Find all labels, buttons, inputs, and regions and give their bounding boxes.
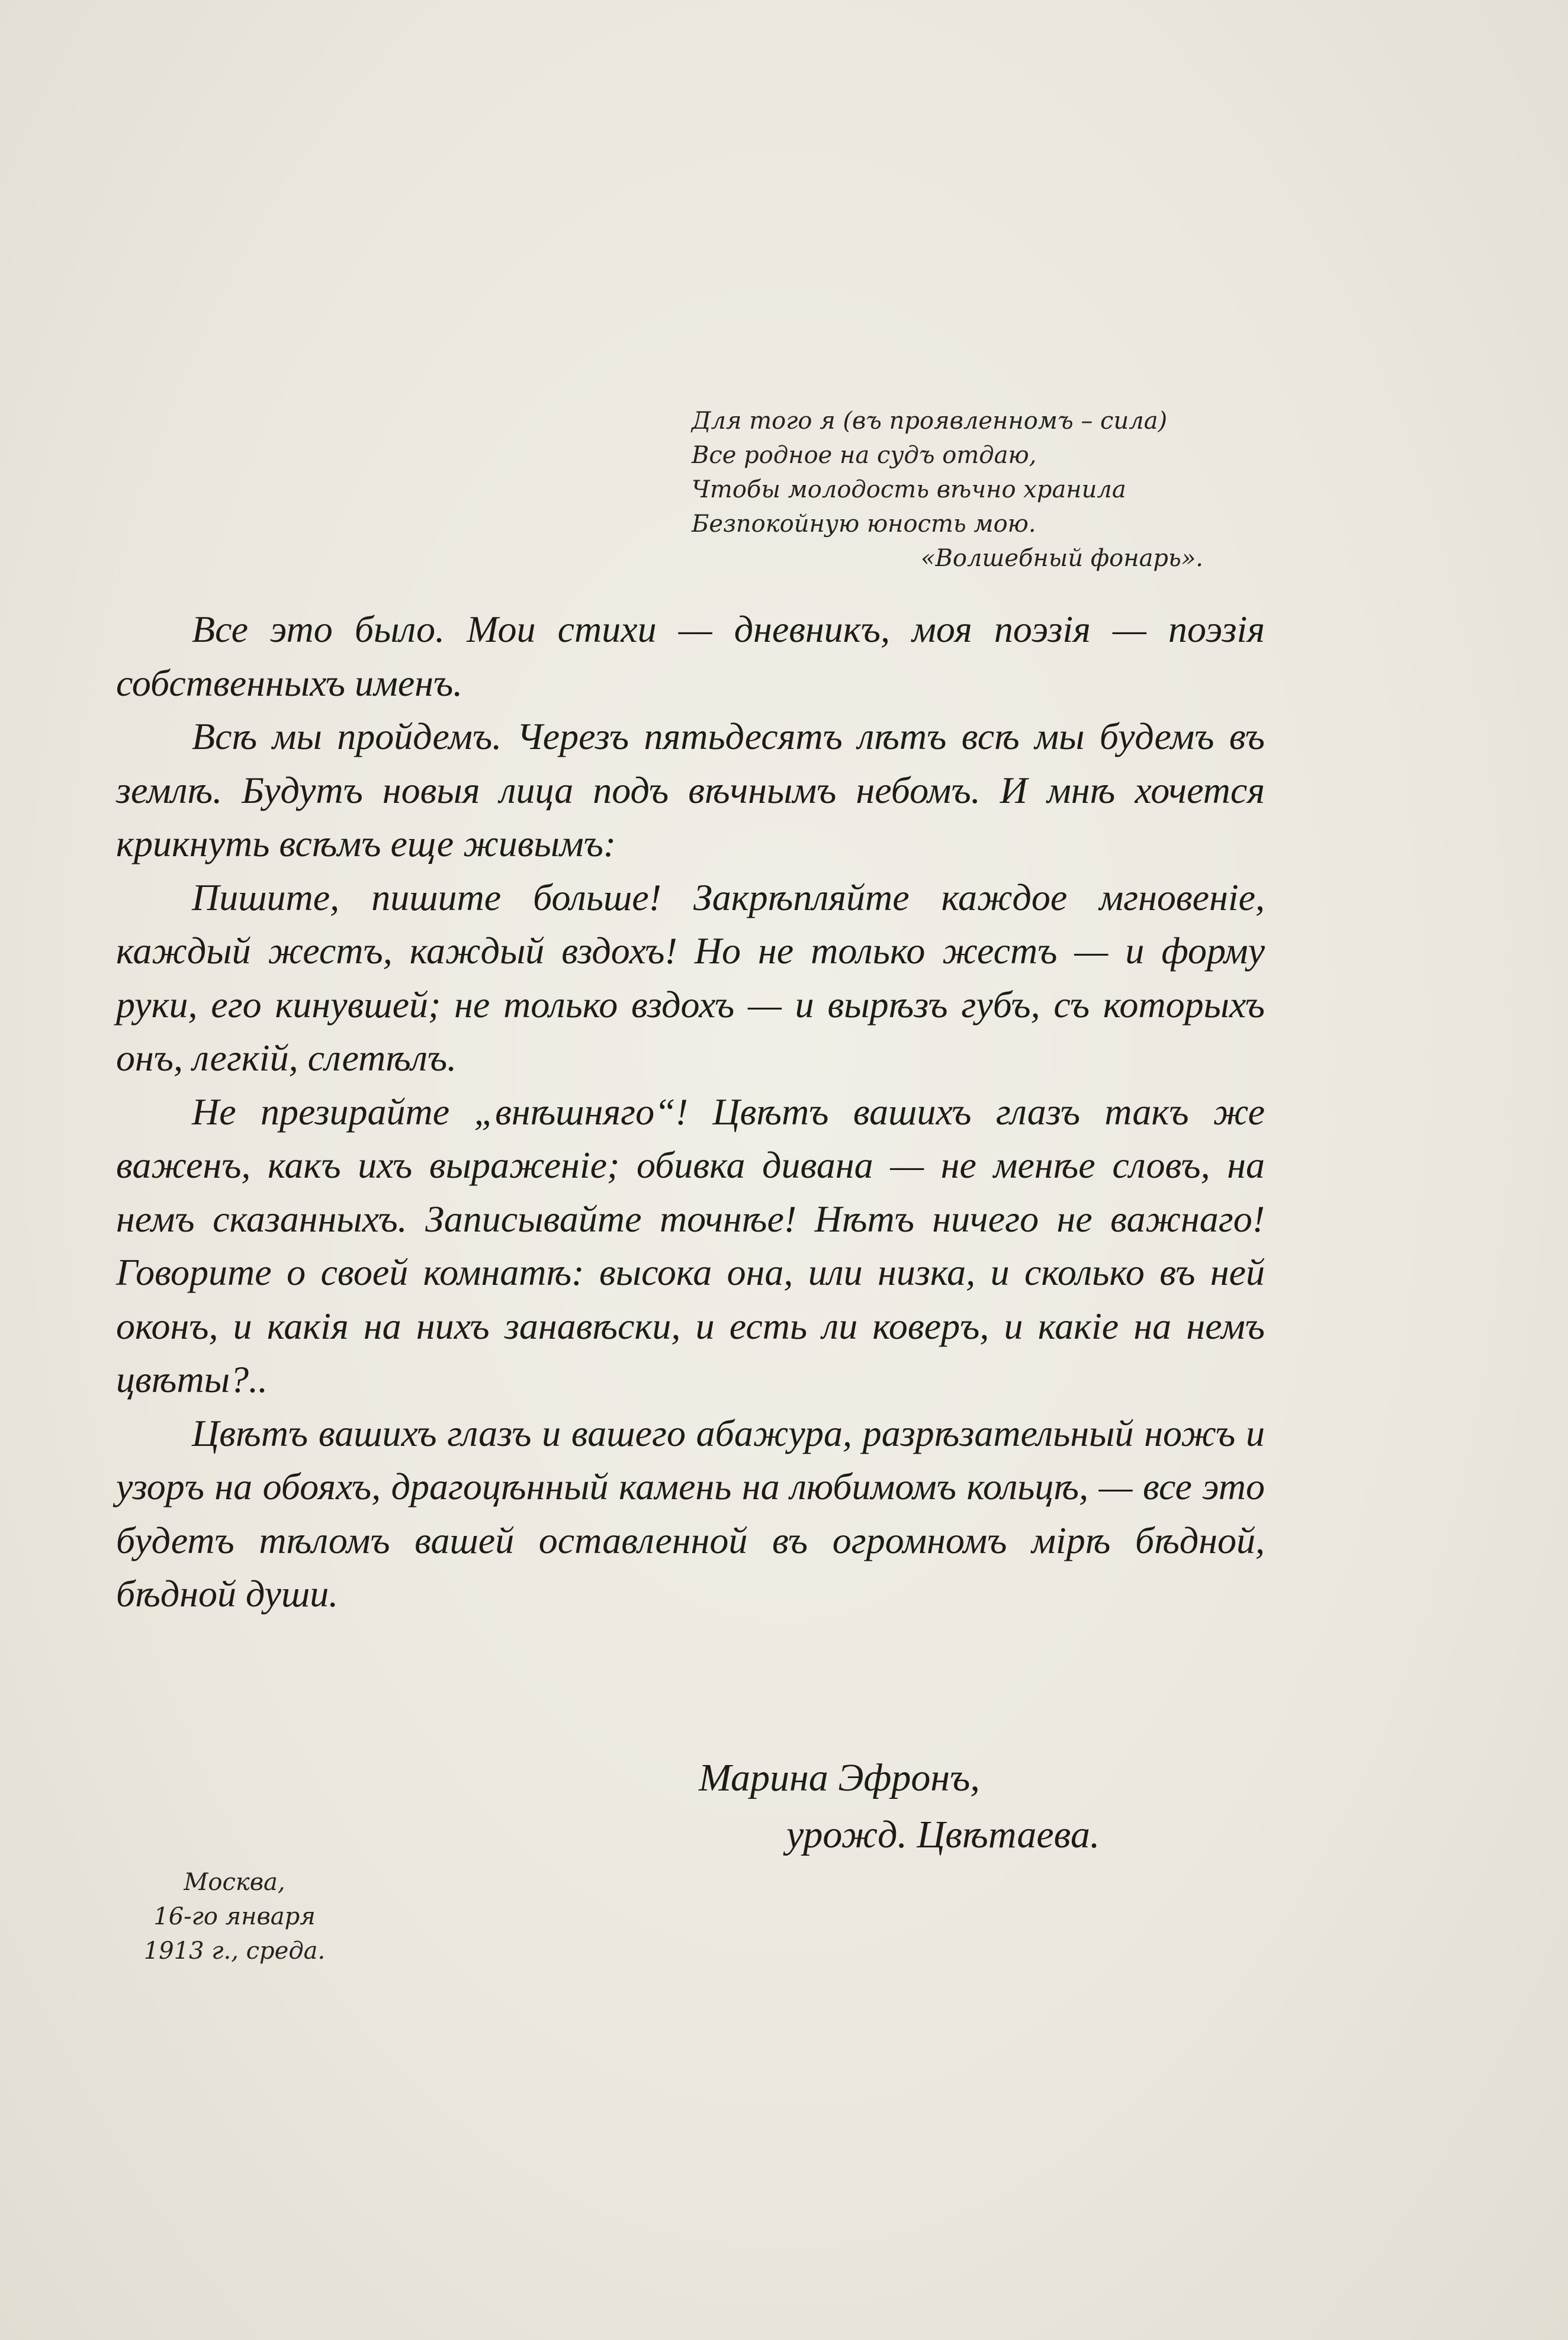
epigraph-line: Все родное на судъ отдаю, [692,442,1037,469]
author-maiden-name: урожд. Цвѣтаева. [786,1813,1100,1856]
author-name: Марина Эфронъ, [699,1756,980,1799]
paragraph: Цвѣтъ вашихъ глазъ и вашего абажура, разрѣзательный ножъ и узоръ на обояхъ, драгоцѣнный камень на любимомъ кольцѣ, — все это будетъ тѣломъ вашей оставленной въ огромномъ мірѣ бѣдной, бѣдной души. [116,1412,1265,1615]
epigraph-line: Безпокойную юность мою. [692,510,1036,538]
dateline-date: 16-го января [153,1903,316,1930]
dateline-year: 1913 г., среда. [143,1937,326,1965]
paragraph: Все это было. Мои стихи — дневникъ, моя поэзія — поэзія собственныхъ именъ. [116,608,1265,704]
signature [699,1750,1291,1863]
dateline [116,1865,353,1968]
dateline-city: Москва, [184,1869,285,1896]
epigraph [692,404,1284,576]
paragraph: Пишите, пишите больше! Закрѣпляйте каждое мгновеніе, каждый жестъ, каждый вздохъ! Но не только жестъ — и форму руки, его кинувшей; не только вздохъ — и вырѣзъ губъ, съ которыхъ онъ, легкій, слетѣлъ. [116,876,1265,1079]
epigraph-line: Чтобы молодость вѣчно хранила [692,476,1126,503]
preface-body [116,603,1265,1621]
paragraph: Не презирайте „внѣшняго“! Цвѣтъ вашихъ глазъ такъ же важенъ, какъ ихъ выраженіе; обивка дивана — не менѣе словъ, на немъ сказанныхъ. Записывайте точнѣе! Нѣтъ ничего не важнаго! Говорите о своей комнатѣ: высока она, или низка, и сколько въ ней оконъ, и какія на нихъ занавѣски, и есть ли коверъ, и какіе на немъ цвѣты?.. [116,1090,1265,1400]
epigraph-line: Для того я (въ проявленномъ – сила) [692,407,1168,435]
paragraph: Всѣ мы пройдемъ. Черезъ пятьдесятъ лѣтъ всѣ мы будемъ въ землѣ. Будутъ новыя лица подъ вѣчнымъ небомъ. И мнѣ хочется крикнуть всѣмъ еще живымъ: [116,715,1265,864]
epigraph-source: «Волшебный фонарь». [921,545,1203,572]
